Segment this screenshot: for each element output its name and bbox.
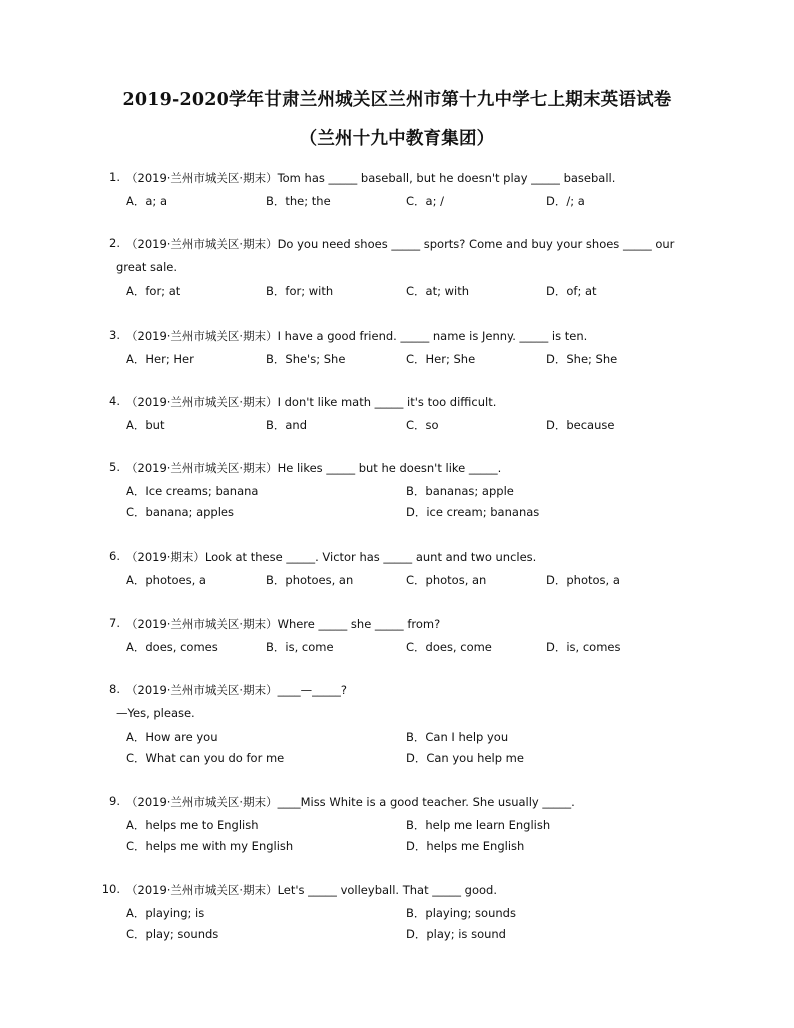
question-text: （2019·兰州市城关区·期末）Tom has _____ baseball, but he doesn't play _____ baseball. xyxy=(126,171,616,185)
option-b[interactable]: B．playing; sounds xyxy=(406,906,516,920)
option-b[interactable]: B．photoes, an xyxy=(266,573,354,587)
option-a[interactable]: A．but xyxy=(126,418,165,432)
question-number: 10. xyxy=(101,882,120,896)
option-d[interactable]: D．helps me English xyxy=(406,839,525,853)
option-a[interactable]: A．photoes, a xyxy=(126,573,206,587)
question-text: （2019·兰州市城关区·期末）Let's _____ volleyball. That _____ good. xyxy=(126,883,497,897)
option-c[interactable]: C．banana; apples xyxy=(126,505,234,519)
question-number: 6. xyxy=(109,549,120,563)
question-text: （2019·兰州市城关区·期末）Where _____ she _____ from? xyxy=(126,617,441,631)
question-text: （2019·兰州市城关区·期末）I don't like math _____ it's too difficult. xyxy=(126,395,497,409)
option-c[interactable]: C．photos, an xyxy=(406,573,487,587)
option-b[interactable]: B．and xyxy=(266,418,308,432)
option-b[interactable]: B．for; with xyxy=(266,284,334,298)
option-c[interactable]: C．at; with xyxy=(406,284,470,298)
option-a[interactable]: A．playing; is xyxy=(126,906,205,920)
option-d[interactable]: D．because xyxy=(546,418,615,432)
option-d[interactable]: D．of; at xyxy=(546,284,597,298)
option-c[interactable]: C．so xyxy=(406,418,439,432)
question-text: （2019·兰州市城关区·期末）____Miss White is a good teacher. She usually _____. xyxy=(126,795,575,809)
option-d[interactable]: D．Can you help me xyxy=(406,751,524,765)
option-b[interactable]: B．She's; She xyxy=(266,352,346,366)
option-d[interactable]: D．/; a xyxy=(546,194,585,208)
option-b[interactable]: B．help me learn English xyxy=(406,818,551,832)
option-a[interactable]: A．How are you xyxy=(126,730,218,744)
page-title: 2019-2020学年甘肃兰州城关区兰州市第十九中学七上期末英语试卷 xyxy=(122,90,672,110)
option-c[interactable]: C．does, come xyxy=(406,640,492,654)
option-d[interactable]: D．ice cream; bananas xyxy=(406,505,540,519)
option-c[interactable]: C．play; sounds xyxy=(126,927,219,941)
option-a[interactable]: A．Her; Her xyxy=(126,352,194,366)
question-text: （2019·兰州市城关区·期末）I have a good friend. _____ name is Jenny. _____ is ten. xyxy=(126,329,588,343)
question-number: 1. xyxy=(109,170,120,184)
option-b[interactable]: B．is, come xyxy=(266,640,334,654)
option-d[interactable]: D．photos, a xyxy=(546,573,620,587)
question-number: 2. xyxy=(109,236,120,250)
option-b[interactable]: B．Can I help you xyxy=(406,730,509,744)
option-c[interactable]: C．What can you do for me xyxy=(126,751,285,765)
question-number: 3. xyxy=(109,328,120,342)
question-text: （2019·兰州市城关区·期末）He likes _____ but he doesn't like _____. xyxy=(126,461,502,475)
question-number: 7. xyxy=(109,616,120,630)
question-text: （2019·兰州市城关区·期末）Do you need shoes _____ sports? Come and buy your shoes _____ our xyxy=(126,237,675,251)
option-b[interactable]: B．the; the xyxy=(266,194,331,208)
question-number: 9. xyxy=(109,794,120,808)
option-c[interactable]: C．helps me with my English xyxy=(126,839,294,853)
question-text-continuation: —Yes, please. xyxy=(116,706,195,720)
option-b[interactable]: B．bananas; apple xyxy=(406,484,514,498)
option-c[interactable]: C．Her; She xyxy=(406,352,476,366)
option-a[interactable]: A．Ice creams; banana xyxy=(126,484,259,498)
question-text-continuation: great sale. xyxy=(116,260,178,274)
option-a[interactable]: A．a; a xyxy=(126,194,167,208)
option-a[interactable]: A．does, comes xyxy=(126,640,218,654)
question-text: （2019·期末）Look at these _____. Victor has _____ aunt and two uncles. xyxy=(126,550,537,564)
option-d[interactable]: D．She; She xyxy=(546,352,618,366)
option-d[interactable]: D．play; is sound xyxy=(406,927,506,941)
question-number: 8. xyxy=(109,682,120,696)
question-number: 5. xyxy=(109,460,120,474)
option-c[interactable]: C．a; / xyxy=(406,194,444,208)
option-a[interactable]: A．helps me to English xyxy=(126,818,259,832)
option-d[interactable]: D．is, comes xyxy=(546,640,621,654)
question-number: 4. xyxy=(109,394,120,408)
page-subtitle: （兰州十九中教育集团） xyxy=(299,129,495,149)
question-text: （2019·兰州市城关区·期末）____—_____? xyxy=(126,683,347,697)
option-a[interactable]: A．for; at xyxy=(126,284,181,298)
